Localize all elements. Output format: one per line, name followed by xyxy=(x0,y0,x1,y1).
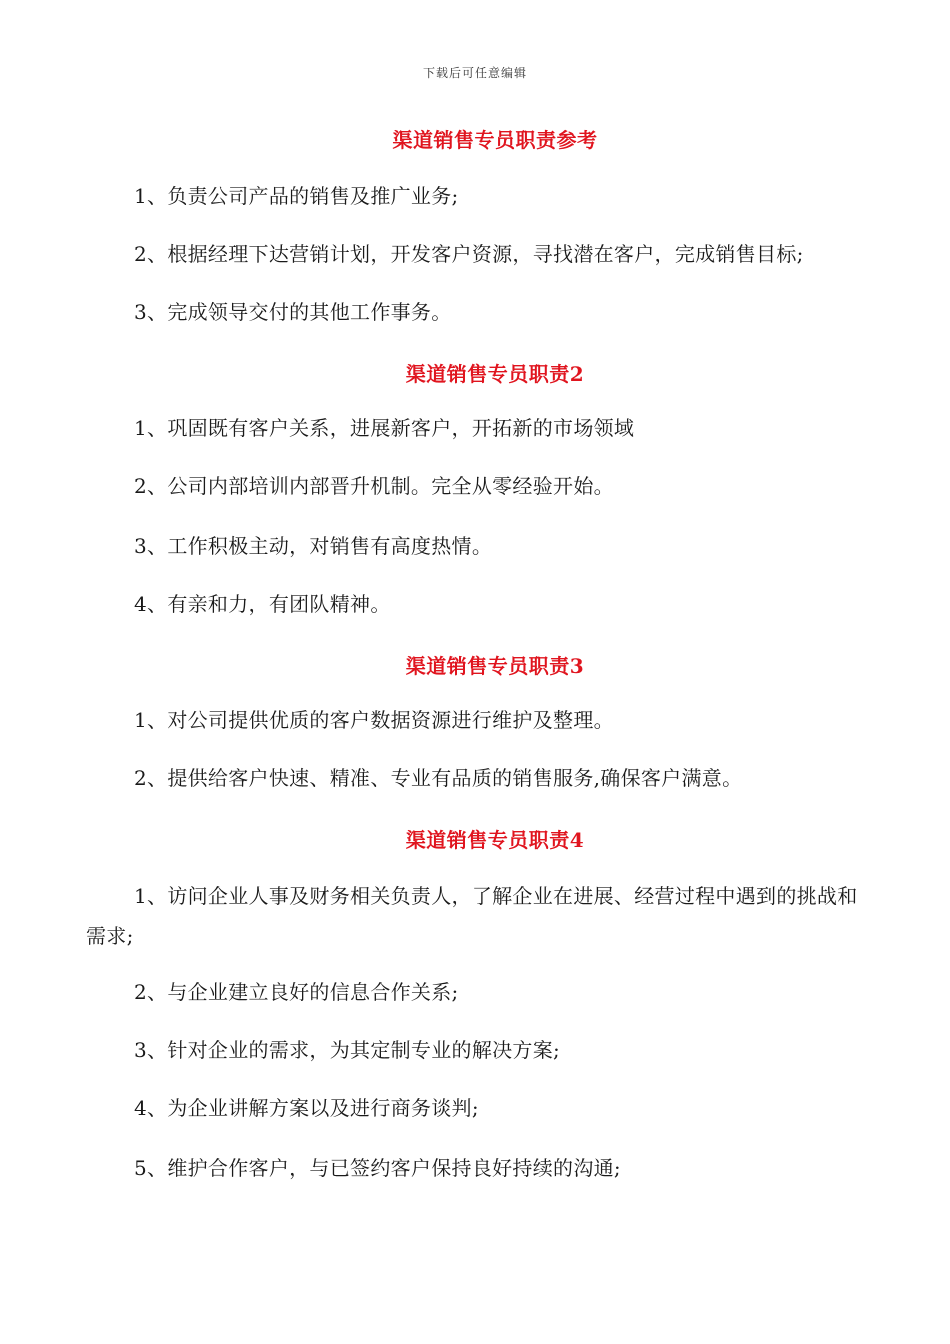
section-1-item-1: 1、负责公司产品的销售及推广业务; xyxy=(134,184,459,208)
section-4-item-1: 1、访问企业人事及财务相关负责人，了解企业在进展、经营过程中遇到的挑战和需求; xyxy=(86,884,858,948)
section-2-item-4: 4、有亲和力，有团队精神。 xyxy=(134,592,391,616)
section-4-item-2: 2、与企业建立良好的信息合作关系; xyxy=(134,980,459,1004)
section-title-4: 渠道销售专员职责4 xyxy=(405,828,585,852)
section-2-item-2: 2、公司内部培训内部晋升机制。完全从零经验开始。 xyxy=(134,474,614,498)
section-2-item-3: 3、工作积极主动，对销售有高度热情。 xyxy=(134,534,493,558)
section-1-item-3: 3、完成领导交付的其他工作事务。 xyxy=(134,300,452,324)
section-3-item-1: 1、对公司提供优质的客户数据资源进行维护及整理。 xyxy=(134,708,614,732)
header-note: 下载后可任意编辑 xyxy=(422,66,527,80)
section-1-item-2: 2、根据经理下达营销计划，开发客户资源，寻找潜在客户，完成销售目标; xyxy=(134,242,804,266)
section-3-item-2: 2、提供给客户快速、精准、专业有品质的销售服务,确保客户满意。 xyxy=(134,766,743,790)
section-title-1: 渠道销售专员职责参考 xyxy=(392,128,598,152)
section-title-2: 渠道销售专员职责2 xyxy=(405,362,585,386)
section-4-item-3: 3、针对企业的需求，为其定制专业的解决方案; xyxy=(134,1038,561,1062)
section-4-item-4: 4、为企业讲解方案以及进行商务谈判; xyxy=(134,1096,479,1120)
section-2-item-1: 1、巩固既有客户关系，进展新客户，开拓新的市场领域 xyxy=(134,416,635,440)
section-4-item-5: 5、维护合作客户，与已签约客户保持良好持续的沟通; xyxy=(134,1156,621,1180)
section-title-3: 渠道销售专员职责3 xyxy=(405,654,585,678)
